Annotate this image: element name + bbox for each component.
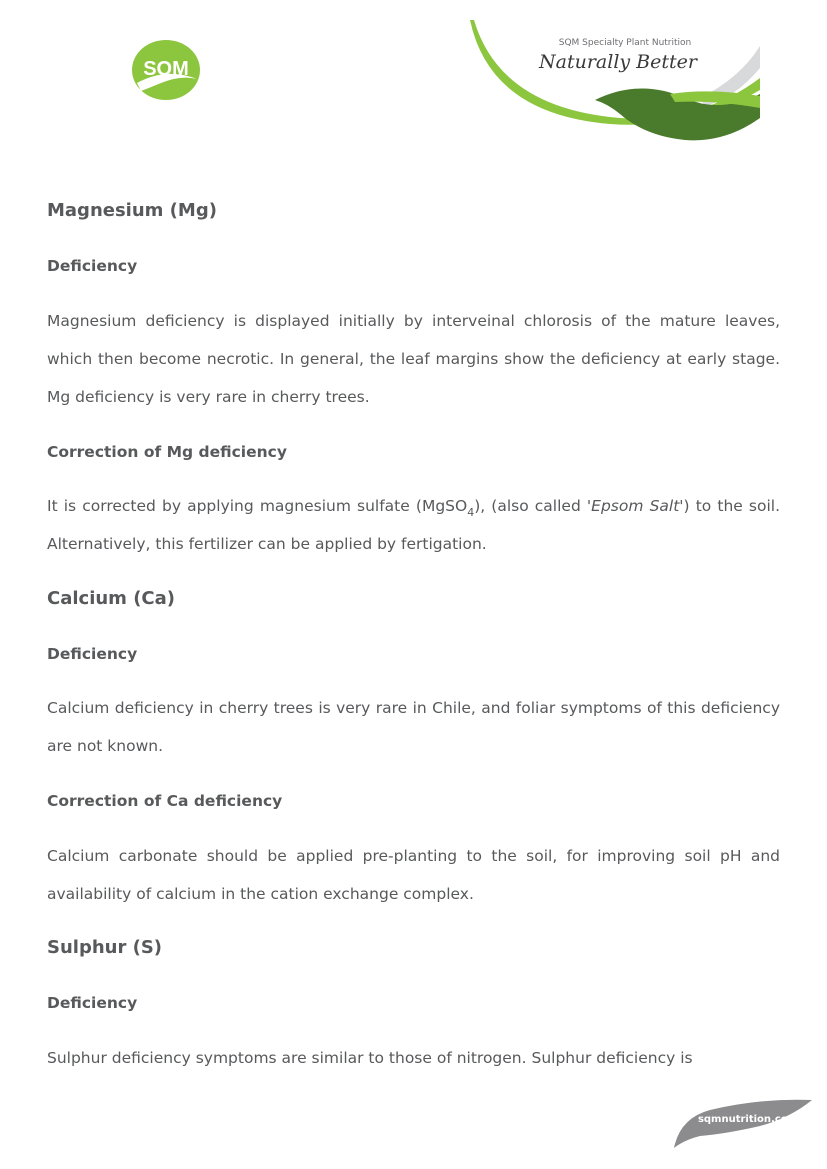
header-banner [470, 18, 770, 148]
paragraph-mg-deficiency: Magnesium deficiency is displayed initially by interveinal chlorosis of the mature leaves, which then become necrotic. In general, the leaf margins show the deficiency at early stage. Mg deficiency is very rare in cherry trees. [47, 312, 780, 406]
footer-site-badge [670, 1098, 815, 1150]
heading-mg-correction: Correction of Mg deficiency [47, 443, 287, 461]
section-title-sulphur: Sulphur (S) [47, 937, 163, 958]
heading-s-deficiency: Deficiency [47, 994, 138, 1012]
paragraph-ca-correction: Calcium carbonate should be applied pre-planting to the soil, for improving soil pH and availability of calcium in the cation exchange complex. [47, 847, 780, 903]
subscript-4: 4 [467, 506, 475, 519]
footer-site-text: sqmnutrition.com [697, 1114, 799, 1125]
heading-mg-deficiency: Deficiency [47, 257, 138, 275]
heading-ca-deficiency: Deficiency [47, 645, 138, 663]
sqm-logo [131, 39, 201, 101]
section-title-calcium: Calcium (Ca) [47, 588, 176, 609]
heading-ca-correction: Correction of Ca deficiency [47, 792, 283, 810]
logo-text: SQM [143, 58, 189, 80]
epsom-salt: Epsom Salt [591, 497, 680, 515]
paragraph-mg-correction: It is corrected by applying magnesium sulfate (MgSO$_4$), (also called 'Epsom Salt') to the soil. Alternatively, this fertilizer can be applied by fertigation. [47, 497, 781, 553]
paragraph-s-deficiency: Sulphur deficiency symptoms are similar to those of nitrogen. Sulphur deficiency is [47, 1049, 693, 1067]
paragraph-ca-deficiency: Calcium deficiency in cherry trees is very rare in Chile, and foliar symptoms of this deficiency are not known. [47, 699, 780, 755]
tagline-script: Naturally Better [539, 51, 697, 73]
section-title-magnesium: Magnesium (Mg) [47, 200, 217, 221]
tagline-small: SQM Specialty Plant Nutrition [558, 38, 692, 48]
